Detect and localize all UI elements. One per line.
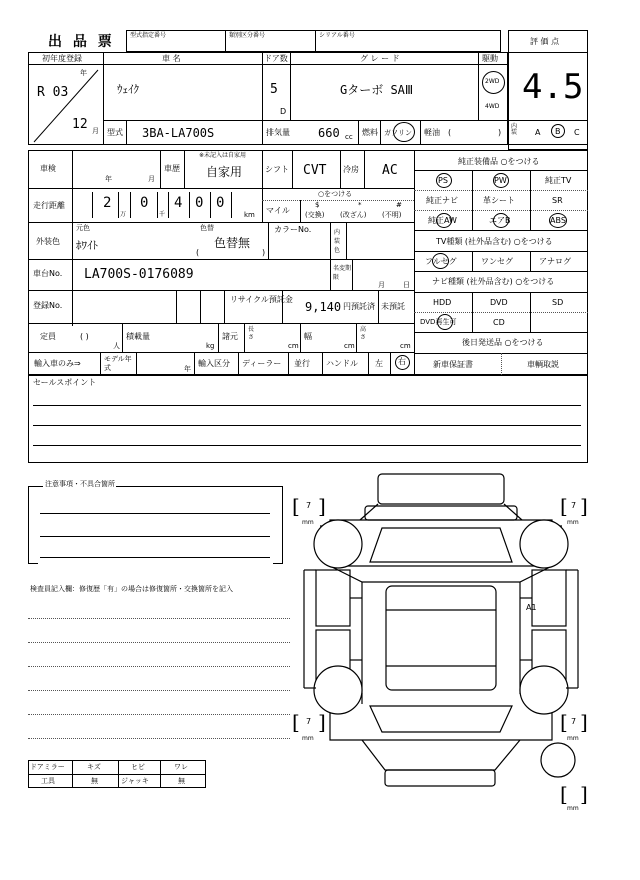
interior-b: B bbox=[555, 127, 561, 136]
interior-label: 内装 bbox=[511, 123, 518, 136]
category-number-label: 類別区分番号 bbox=[229, 32, 266, 39]
damage-annotation: A1 bbox=[526, 603, 537, 612]
tv-fullseg: フルセグ bbox=[425, 257, 457, 266]
capacity-label: 定員 bbox=[40, 332, 56, 341]
recycle-paid: 円預託済 bbox=[343, 302, 375, 311]
interior-color-label: 内装色 bbox=[334, 229, 341, 254]
shaken-label: 車検 bbox=[40, 164, 56, 173]
chassis-label: 車台No. bbox=[33, 269, 63, 278]
tire-fr-mm: mm bbox=[567, 519, 579, 526]
tire-rl-mm: mm bbox=[302, 735, 314, 742]
dims-label: 諸元 bbox=[222, 332, 238, 341]
color-label: 外装色 bbox=[36, 237, 60, 246]
model-year-suffix: 年 bbox=[184, 365, 191, 373]
first-reg-label: 初年度登録 bbox=[42, 54, 82, 63]
model-type-value: 3BA-LA700S bbox=[142, 126, 215, 140]
door-count-value: 5 bbox=[270, 82, 278, 97]
history-value: 自家用 bbox=[206, 165, 243, 179]
mileage-tampered-mark: * bbox=[358, 201, 362, 209]
original-color-value: ﾎﾜｲﾄ bbox=[76, 239, 98, 252]
equip-sr: SR bbox=[552, 196, 563, 205]
notes-label: 注意事項・不具合箇所 bbox=[45, 480, 115, 488]
tire-fl-mm: mm bbox=[302, 519, 314, 526]
drive-2wd: 2WD bbox=[485, 78, 500, 85]
tire-rl-value: 7 bbox=[306, 717, 312, 726]
name-change-month: 月 bbox=[378, 281, 385, 289]
tire-spare-mm: mm bbox=[567, 805, 579, 812]
repaint-paren-close: ) bbox=[262, 248, 266, 257]
mileage-unit-note: ○をつける bbox=[318, 190, 353, 198]
shaken-month: 月 bbox=[148, 175, 155, 183]
drive-label: 駆動 bbox=[482, 54, 498, 63]
import-parallel: 並行 bbox=[294, 359, 310, 368]
tire-bracket-spare: [ bbox=[560, 782, 568, 806]
tools-tool: 工具 bbox=[41, 777, 55, 785]
tire-bracket-fl: [ bbox=[292, 494, 300, 518]
equip-navi: 純正ナビ bbox=[426, 196, 458, 205]
tools-header-break: ワレ bbox=[174, 763, 188, 771]
grade-label: グ レ ー ド bbox=[360, 54, 400, 63]
mileage-digit-5: 0 bbox=[216, 195, 225, 211]
width-label: 幅 bbox=[304, 332, 312, 341]
length-cm: cm bbox=[288, 342, 299, 350]
car-name-label: 車 名 bbox=[162, 54, 181, 63]
equip-abs: ABS bbox=[550, 216, 566, 225]
later-warranty: 新車保証書 bbox=[433, 360, 473, 369]
history-note: ※未記入は自家用 bbox=[199, 152, 247, 159]
mileage-digit-1: 2 bbox=[103, 195, 112, 211]
interior-c: C bbox=[574, 128, 580, 137]
height-label: 高さ bbox=[360, 326, 367, 341]
equip-leather: 革シート bbox=[483, 196, 515, 205]
tire-rr-value: 7 bbox=[571, 717, 577, 726]
month-suffix: 月 bbox=[92, 127, 99, 135]
tv-type-title: TV種類 (社外品含む) ○をつける bbox=[436, 237, 553, 246]
width-cm: cm bbox=[344, 342, 355, 350]
recycle-label: リサイクル預託金 bbox=[230, 295, 293, 304]
load-kg: kg bbox=[206, 342, 215, 350]
repaint-label: 色替 bbox=[200, 224, 214, 232]
tools-header-crack: ヒビ bbox=[131, 763, 145, 771]
import-dealer: ディーラー bbox=[242, 359, 282, 368]
sales-point-label: セールスポイント bbox=[33, 378, 97, 387]
grade-value: Gターボ SAⅢ bbox=[340, 83, 414, 97]
equipment-title: 純正装備品 ○をつける bbox=[458, 157, 540, 166]
fuel-label: 燃料 bbox=[362, 128, 378, 137]
car-name-value: ｳｪｲｸ bbox=[117, 83, 139, 96]
navi-dvd-play: DVD再生可 bbox=[420, 318, 457, 326]
shaken-year: 年 bbox=[105, 175, 112, 183]
type-designation-label: 型式指定番号 bbox=[130, 32, 167, 39]
length-label: 長さ bbox=[248, 326, 255, 341]
recycle-value: 9,140 bbox=[305, 300, 342, 314]
sales-point-box bbox=[28, 375, 588, 463]
chassis-value: LA700S-0176089 bbox=[84, 267, 194, 282]
door-count-label: ドア数 bbox=[264, 54, 288, 63]
mileage-digit-4: 0 bbox=[195, 195, 204, 211]
tire-fr-value: 7 bbox=[571, 501, 577, 510]
handle-left: 左 bbox=[375, 359, 383, 368]
navi-hdd: HDD bbox=[433, 298, 452, 307]
tools-header-scratch: キズ bbox=[87, 763, 101, 771]
displacement-label: 排気量 bbox=[266, 128, 290, 137]
mileage-km: km bbox=[244, 211, 255, 219]
history-label: 車歴 bbox=[164, 164, 180, 173]
navi-type-title: ナビ種類 (社外品含む) ○をつける bbox=[432, 277, 555, 286]
tools-tool-value: 無 bbox=[91, 777, 98, 785]
handle-right: 右 bbox=[398, 357, 406, 366]
shift-value: CVT bbox=[303, 163, 327, 178]
ac-label: 冷房 bbox=[343, 165, 359, 174]
interior-a: A bbox=[535, 128, 541, 137]
displacement-unit: cc bbox=[345, 133, 353, 141]
mileage-unknown: (不明) bbox=[382, 211, 402, 219]
mileage-unknown-mark: # bbox=[396, 201, 402, 209]
color-no-label: カラーNo. bbox=[274, 225, 312, 234]
fuel-gasoline: ガソリン bbox=[384, 129, 412, 137]
form-title: 出 品 票 bbox=[48, 34, 115, 50]
tv-oneseg: ワンセグ bbox=[481, 257, 513, 266]
navi-dvd: DVD bbox=[490, 298, 508, 307]
era-year-value: R 03 bbox=[37, 85, 69, 100]
handle-label: ハンドル bbox=[326, 359, 358, 368]
ac-value: AC bbox=[382, 163, 398, 178]
fuel-light-oil: 軽油 bbox=[424, 128, 440, 137]
mileage-exchange: (交換) bbox=[305, 211, 325, 219]
mileage-exchange-mark: $ bbox=[315, 201, 320, 209]
navi-sd: SD bbox=[552, 298, 564, 307]
car-damage-diagram bbox=[290, 470, 590, 800]
mileage-mile: マイル bbox=[266, 206, 290, 215]
recycle-unpaid: 未預託 bbox=[381, 302, 405, 311]
registration-label: 登録No. bbox=[33, 301, 63, 310]
height-cm: cm bbox=[400, 342, 411, 350]
capacity-paren: ( ) bbox=[80, 332, 89, 341]
navi-cd: CD bbox=[493, 318, 505, 327]
tire-bracket-rl: [ bbox=[292, 710, 300, 734]
equip-airbag: エアB bbox=[489, 216, 511, 225]
equip-aw: 純正AW bbox=[428, 216, 457, 225]
name-change-day: 日 bbox=[403, 281, 410, 289]
original-color-label: 元色 bbox=[76, 224, 90, 232]
tire-rr-mm: mm bbox=[567, 735, 579, 742]
name-change-label: 名変期限 bbox=[333, 265, 352, 281]
tire-fl-value: 7 bbox=[306, 501, 312, 510]
model-year-label: モデル年式 bbox=[104, 355, 132, 372]
repaint-value: 色替無 bbox=[214, 236, 251, 250]
tools-jack-value: 無 bbox=[178, 777, 185, 785]
equip-tv: 純正TV bbox=[545, 176, 572, 185]
year-suffix: 年 bbox=[80, 69, 87, 77]
tire-bracket-fr: [ bbox=[560, 494, 568, 518]
inspector-label: 検査員記入欄：修復歴「有」の場合は修復箇所・交換箇所を記入 bbox=[30, 585, 233, 593]
import-only-label: 輸入車のみ⇒ bbox=[34, 359, 81, 368]
code-box bbox=[126, 30, 501, 52]
tire-bracket-rr: [ bbox=[560, 710, 568, 734]
score-value: 4.5 bbox=[522, 67, 584, 107]
door-suffix: D bbox=[280, 107, 287, 116]
tv-analog: アナログ bbox=[539, 257, 571, 266]
mileage-tampered: (改ざん) bbox=[340, 211, 367, 219]
tools-header-mirror: ドアミラー bbox=[30, 763, 65, 771]
later-manual: 車輌取説 bbox=[527, 360, 559, 369]
model-type-label: 型式 bbox=[107, 128, 123, 137]
capacity-person: 人 bbox=[113, 342, 120, 350]
equip-pw: PW bbox=[494, 176, 507, 185]
tools-jack: ジャッキ bbox=[121, 777, 149, 785]
score-label: 評 価 点 bbox=[530, 37, 560, 46]
equip-ps: PS bbox=[438, 176, 448, 185]
displacement-value: 660 bbox=[318, 126, 340, 140]
month-value: 12 bbox=[72, 117, 88, 132]
mileage-label: 走行距離 bbox=[33, 201, 65, 210]
repaint-paren-open: ( bbox=[196, 248, 200, 257]
later-title: 後日発送品 ○をつける bbox=[462, 338, 544, 347]
mileage-digit-2: 0 bbox=[140, 195, 149, 211]
serial-number-label: シリアル番号 bbox=[319, 32, 355, 39]
drive-4wd: 4WD bbox=[485, 103, 500, 110]
load-label: 積載量 bbox=[126, 332, 150, 341]
mileage-man: 万 bbox=[120, 211, 127, 218]
mileage-digit-3: 4 bbox=[174, 195, 183, 211]
mileage-sen: 千 bbox=[159, 211, 166, 218]
shift-label: シフト bbox=[265, 165, 289, 174]
import-type-label: 輸入区分 bbox=[198, 359, 230, 368]
